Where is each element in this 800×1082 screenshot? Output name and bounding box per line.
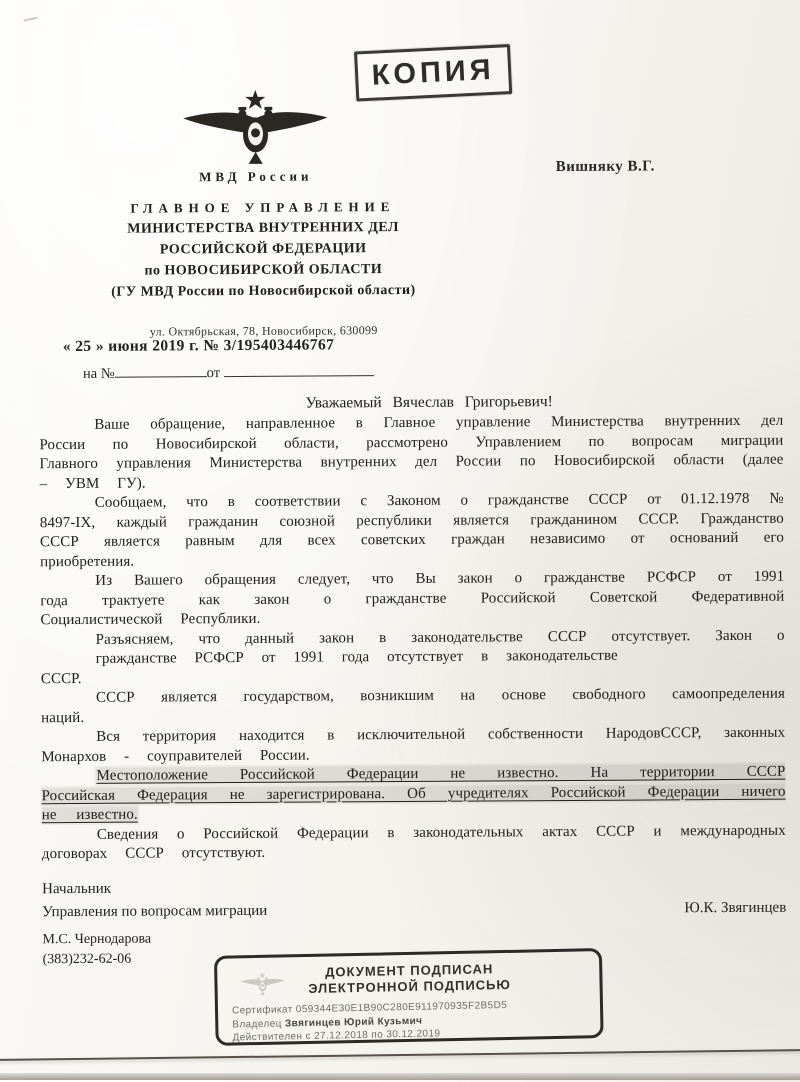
owner-value: Звягинцев Юрий Кузьмич xyxy=(284,1015,423,1029)
letter-body xyxy=(39,412,786,865)
outgoing-date-number: « 25 » июня 2019 г. № 3/195403446767 xyxy=(62,336,335,356)
electronic-signature-stamp xyxy=(214,948,604,1046)
letterhead-line-3: РОССИЙСКОЙ ФЕДЕРАЦИИ xyxy=(159,241,367,258)
mvd-emblem-icon xyxy=(180,88,331,172)
owner-label: Владелец xyxy=(232,1018,282,1031)
esignature-emblem-icon xyxy=(239,965,286,1007)
body-paragraph-text: гражданстве РСФСР от 1991 года отсутствует в законодательстве xyxy=(95,647,618,667)
mvd-russia-caption: МВД России xyxy=(199,168,313,185)
executor-phone: (383)232-62-06 xyxy=(42,951,132,968)
fold-line xyxy=(0,1049,800,1061)
body-paragraph-text: Из Вашего обращения следует, что Вы закон о гражданстве РСФСР от 1991 года трактуете как закон о гражданстве Российской Советской Федеративной Социалистической Республики. xyxy=(40,568,785,629)
body-paragraph-text: Местоположение Российской Федерации не известно. На территории СССР Российская Федерация не зарегистрирована. Об учредителях Российской Федерации ничего не известно. xyxy=(41,763,786,824)
copy-stamp-label: КОПИЯ xyxy=(371,53,496,92)
body-paragraph xyxy=(39,412,783,495)
validity-label: Действителен xyxy=(232,1031,303,1044)
letterhead-line-4: по НОВОСИБИРСКОЙ ОБЛАСТИ xyxy=(144,262,383,279)
body-paragraph-text: Вся территория находится в исключительной собственности НародовСССР, законных Монархов - соуправителей России. xyxy=(41,724,786,765)
letterhead-address: ул. Октябрьская, 78, Новосибирск, 630099 xyxy=(149,323,378,339)
copy-stamp xyxy=(354,44,512,101)
addressee: Вишняку В.Г. xyxy=(555,158,655,176)
body-paragraph xyxy=(41,724,785,768)
certificate-value: 059344E30E1B90C280E911970935F2B5D5 xyxy=(295,999,508,1016)
reply-number-label: на № xyxy=(82,365,115,382)
letterhead-line-2: МИНИСТЕРСТВА ВНУТРЕННИХ ДЕЛ xyxy=(127,220,399,237)
body-paragraph-text: СССР. xyxy=(40,670,82,687)
reply-number-blank xyxy=(115,363,207,378)
reply-date-label: от xyxy=(206,365,221,382)
body-paragraph-text: СССР является государством, возникшим на основе свободного самоопределения наций. xyxy=(41,685,785,726)
executor-name: М.С. Чернодарова xyxy=(42,931,152,948)
scan-artifact xyxy=(22,9,38,22)
signer-name: Ю.К. Звягинцев xyxy=(684,899,787,917)
body-paragraph xyxy=(41,763,785,826)
letterhead-line-1: ГЛАВНОЕ УПРАВЛЕНИЕ xyxy=(130,199,396,216)
body-paragraph xyxy=(42,821,786,865)
body-paragraph xyxy=(40,568,784,631)
esignature-title-line-1: ДОКУМЕНТ ПОДПИСАН xyxy=(325,961,494,980)
letterhead-line-5: (ГУ МВД России по Новосибирской области) xyxy=(111,282,416,300)
letterhead xyxy=(53,196,474,344)
body-paragraph xyxy=(40,490,784,573)
signer-post-line-2: Управления по вопросам миграции xyxy=(42,902,268,921)
signer-post-line-1: Начальник xyxy=(42,880,112,898)
body-paragraph-text: Сообщаем, что в соответствии с Законом о гражданстве СССР от 01.12.1978 № 8497-IX, каждый гражданин союзной республики является гражданином СССР. Гражданство СССР является равным для всех советских граждан независимо от оснований его приобретения. xyxy=(39,490,785,570)
salutation: Уважаемый Вячеслав Григорьевич! xyxy=(305,393,553,412)
certificate-label: Сертификат xyxy=(231,1004,293,1017)
page-bottom-shadow xyxy=(0,1073,800,1080)
validity-value: с 27.12.2018 по 30.12.2019 xyxy=(305,1028,441,1043)
body-paragraph-text: Разъясняем, что данный закон в законодательстве СССР отсутствует. Закон о xyxy=(95,627,785,648)
body-paragraph-text: Ваше обращение, направленное в Главное управление Министерства внутренних дел России по Новосибирской области, рассмотрено Управлением по вопросам миграции Главного управления Министерства внутренних дел России по Новосибирской области (далее – УВМ ГУ). xyxy=(39,412,784,492)
esignature-title-line-2: ЭЛЕКТРОННОЙ ПОДПИСЬЮ xyxy=(308,976,511,996)
body-paragraph xyxy=(41,685,785,729)
reply-date-blank xyxy=(224,362,374,377)
body-paragraph-text: Сведения о Российской Федерации в законодательных актах СССР и международных договорах СССР отсутствуют. xyxy=(41,822,786,863)
reply-reference-line xyxy=(83,362,374,383)
